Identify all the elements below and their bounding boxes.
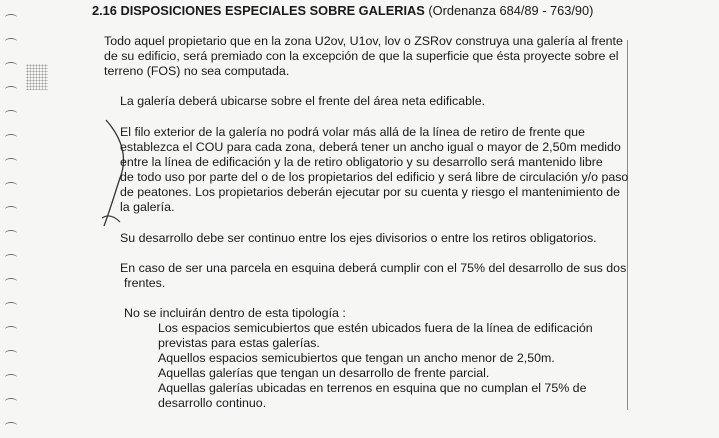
exclusion-item: Aquellos espacios semicubiertos que tengan un ancho menor de 2,50m. [158,351,555,365]
intro-line: Todo aquel propietario que en la zona U2ov, U1ov, lov o ZSRov construya una galería al frente [104,34,623,48]
intro-line: de su edificio, será premiado con la excepción de que la superficie que ésta proyecte sobre el [104,49,619,63]
paragraph-corner-line: frentes. [124,276,166,290]
exclusion-item: desarrollo continuo. [158,396,267,410]
paragraph-line: de todo uso por parte del o de los propietarios del edificio y será libre de circulación y/o paso [120,170,629,184]
paragraph-line: El filo exterior de la galería no podrá volar más allá de la línea de retiro de frente que [120,125,585,139]
paragraph-corner-line: En caso de ser una parcela en esquina deberá cumplir con el 75% del desarrollo de sus dos [120,261,627,275]
margin-pen-line [627,40,628,410]
intro-line: terreno (FOS) no sea computada. [104,64,290,78]
section-title: 2.16 DISPOSICIONES ESPECIALES SOBRE GALERIAS (Ordenanza 684/89 - 763/90) [92,3,594,18]
exclusions-heading: No se incluirán dentro de esta tipología : [124,306,346,320]
paragraph-location: La galería deberá ubicarse sobre el frente del área neta edificable. [120,94,486,108]
paragraph-line: entre la línea de edificación y la de retiro obligatorio y su desarrollo será mantenido libre [120,155,603,169]
scan-speckle [26,64,48,90]
binding-rings [0,0,24,438]
exclusion-item: Los espacios semicubiertos que estén ubicados fuera de la línea de edificación [158,321,593,335]
exclusion-item: Aquellas galerías que tengan un desarrollo de frente parcial. [158,366,490,380]
exclusion-item: previstas para estas galerías. [158,336,320,350]
exclusion-item: Aquellas galerías ubicadas en terrenos en esquina que no cumplan el 75% de [158,381,587,395]
paragraph-line: la galería. [120,200,175,214]
paragraph-continuity: Su desarrollo debe ser continuo entre los ejes divisorios o entre los retiros obligatorios. [120,231,597,245]
paragraph-line: establezca el COU para cada zona, deberá tener un ancho igual o mayor de 2,50m medido [120,140,621,154]
paragraph-line: de peatones. Los propietarios deberán ejecutar por su cuenta y riesgo el mantenimiento de [120,185,621,199]
